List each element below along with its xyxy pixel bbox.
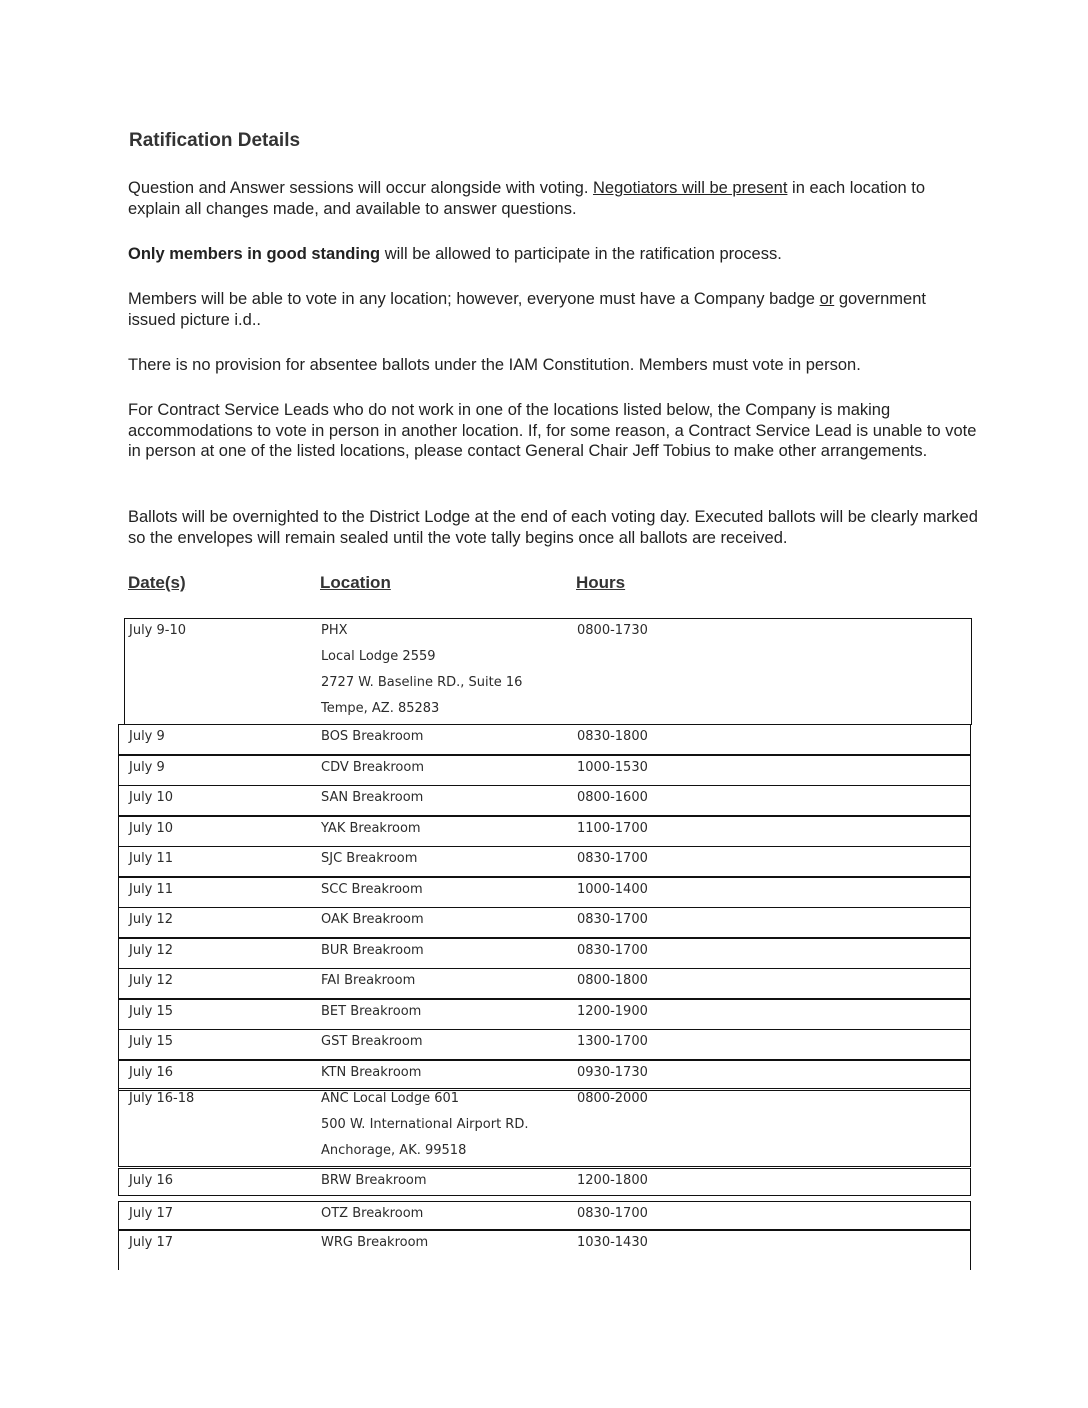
paragraph-ballots: Ballots will be overnighted to the District Lodge at the end of each voting day. Executed ballots will be clearly marked so the envelopes will remain sealed until the vote tally begins once all ballots are received. (128, 508, 978, 547)
hours-cell: 1000-1400 (577, 882, 648, 897)
date-cell: July 17 (129, 1206, 174, 1221)
location-cell (321, 1235, 428, 1261)
date-cell: July 11 (129, 882, 174, 897)
column-header-hours: Hours (576, 573, 626, 592)
location-cell (321, 790, 423, 816)
location-cell (321, 943, 424, 969)
hours-cell: 0830-1700 (577, 943, 648, 958)
date-cell: July 16 (129, 1065, 174, 1080)
location-line: 2727 W. Baseline RD., Suite 16 (321, 675, 523, 690)
date-cell: July 12 (129, 943, 174, 958)
table-row (124, 618, 972, 725)
location-line: CDV Breakroom (321, 760, 424, 775)
badge-text: Members will be able to vote in any location; however, everyone must have a Company badge (128, 290, 820, 308)
location-line: SCC Breakroom (321, 882, 423, 897)
location-cell (321, 851, 417, 877)
hours-cell: 1100-1700 (577, 821, 648, 836)
hours-cell: 0830-1700 (577, 1206, 648, 1221)
location-line: BRW Breakroom (321, 1173, 427, 1188)
location-line: BUR Breakroom (321, 943, 424, 958)
page-title: Ratification Details (129, 130, 301, 151)
location-line: OTZ Breakroom (321, 1206, 424, 1221)
date-cell: July 10 (129, 821, 174, 836)
hours-cell: 1030-1430 (577, 1235, 648, 1250)
hours-cell: 0830-1700 (577, 851, 648, 866)
table-row (118, 1201, 971, 1230)
paragraph-absentee: There is no provision for absentee ballots under the IAM Constitution. Members must vote in person. (128, 356, 861, 374)
paragraph-qa-text: Question and Answer sessions will occur alongside with voting. (128, 179, 593, 197)
table-row (118, 968, 971, 999)
badge-text-end: government issued picture i.d.. (128, 290, 926, 329)
hours-cell: 0800-1730 (577, 623, 648, 638)
location-line: FAI Breakroom (321, 973, 416, 988)
paragraph-badge (128, 289, 978, 330)
location-cell (321, 729, 423, 755)
hours-cell: 0830-1700 (577, 912, 648, 927)
location-cell (321, 1173, 427, 1199)
hours-cell: 0800-1800 (577, 973, 648, 988)
column-header-dates: Date(s) (128, 573, 186, 592)
location-line: Local Lodge 2559 (321, 649, 436, 664)
hours-cell: 0800-1600 (577, 790, 648, 805)
date-cell: July 15 (129, 1004, 174, 1019)
date-cell: July 12 (129, 973, 174, 988)
location-cell (321, 973, 415, 999)
date-cell: July 9-10 (129, 623, 187, 638)
location-line: PHX (321, 623, 348, 638)
location-cell (321, 1034, 423, 1060)
table-row (118, 1230, 971, 1270)
hours-cell: 1200-1900 (577, 1004, 648, 1019)
table-row (118, 877, 971, 908)
location-line: ANC Local Lodge 601 (321, 1091, 460, 1106)
date-cell: July 16-18 (129, 1091, 195, 1106)
paragraph-good-standing (128, 244, 978, 265)
location-line: Anchorage, AK. 99518 (321, 1143, 467, 1158)
date-cell: July 16 (129, 1173, 174, 1188)
table-row (118, 755, 971, 786)
hours-cell: 1200-1800 (577, 1173, 648, 1188)
date-cell: July 17 (129, 1235, 174, 1250)
table-row (118, 785, 971, 816)
date-cell: July 12 (129, 912, 174, 927)
badge-or: or (819, 290, 835, 308)
table-row (118, 724, 971, 755)
location-line: BET Breakroom (321, 1004, 422, 1019)
location-cell (321, 912, 424, 938)
paragraph-qa-text-end: in each location to explain all changes made, and available to answer questions. (128, 179, 926, 218)
date-cell: July 10 (129, 790, 174, 805)
hours-cell: 0800-2000 (577, 1091, 648, 1106)
table-row (118, 1088, 971, 1167)
location-cell (321, 882, 423, 908)
location-cell (321, 1206, 423, 1232)
location-line: WRG Breakroom (321, 1235, 429, 1250)
location-cell (321, 1004, 421, 1030)
table-row (118, 907, 971, 938)
location-line: KTN Breakroom (321, 1065, 422, 1080)
location-line: OAK Breakroom (321, 912, 424, 927)
location-cell (321, 1091, 528, 1169)
location-line: YAK Breakroom (321, 821, 421, 836)
date-cell: July 15 (129, 1034, 174, 1049)
location-line: Tempe, AZ. 85283 (321, 701, 440, 716)
location-line: SJC Breakroom (321, 851, 418, 866)
hours-cell: 1000-1530 (577, 760, 648, 775)
date-cell: July 9 (129, 729, 165, 744)
table-row (118, 846, 971, 877)
negotiators-present-text: Negotiators will be present (593, 179, 788, 197)
table-row (118, 938, 971, 969)
location-line: 500 W. International Airport RD. (321, 1117, 529, 1132)
paragraph-qa-sessions (128, 178, 978, 219)
location-line: BOS Breakroom (321, 729, 424, 744)
table-row (118, 816, 971, 847)
hours-cell: 1300-1700 (577, 1034, 648, 1049)
good-standing-bold: Only members in good standing (128, 245, 381, 263)
table-row (118, 1029, 971, 1060)
good-standing-text: will be allowed to participate in the ratification process. (380, 245, 782, 263)
location-cell (321, 760, 424, 786)
hours-cell: 0930-1730 (577, 1065, 648, 1080)
location-cell (321, 623, 522, 727)
date-cell: July 11 (129, 851, 174, 866)
paragraph-contract-leads: For Contract Service Leads who do not work in one of the locations listed below, the Company is making accommodations to vote in person in another location. If, for some reason, a Contract Service Lead is unable to vote in person at one of the listed locations, please contact General Chair Jeff Tobius to make other arrangements. (128, 401, 977, 460)
table-row (118, 999, 971, 1030)
location-cell (321, 821, 421, 847)
table-row (118, 1060, 971, 1091)
column-header-location: Location (320, 573, 391, 592)
location-line: SAN Breakroom (321, 790, 424, 805)
table-row (118, 1168, 971, 1196)
hours-cell: 0830-1800 (577, 729, 648, 744)
location-line: GST Breakroom (321, 1034, 423, 1049)
date-cell: July 9 (129, 760, 165, 775)
